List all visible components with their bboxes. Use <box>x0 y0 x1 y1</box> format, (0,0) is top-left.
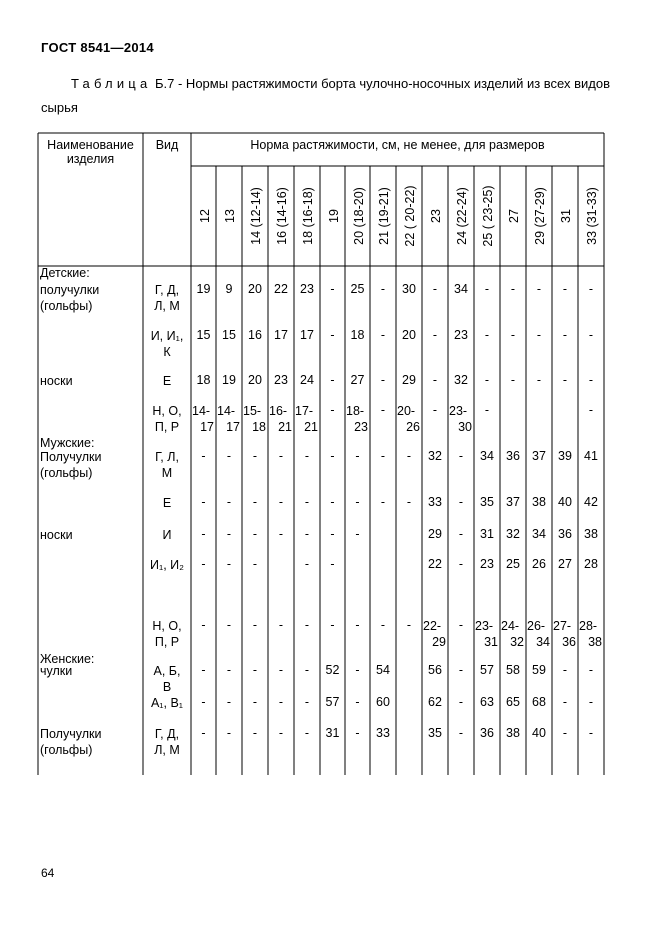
value-cell: - <box>458 663 464 677</box>
size-header-label: 20 (18-20) <box>351 187 366 245</box>
value-cell: - <box>562 282 568 296</box>
value-cell: - <box>330 495 335 509</box>
value-cell: 36 <box>558 527 572 541</box>
value-cell: 28- <box>579 619 598 633</box>
value-cell: 28 <box>584 557 598 571</box>
value-cell: - <box>304 527 310 541</box>
value-cell: - <box>588 373 594 387</box>
value-cell: 18 <box>350 328 365 342</box>
value-cell: - <box>380 495 386 509</box>
value-cell: - <box>458 495 464 509</box>
value-cell: 36 <box>480 726 494 740</box>
value-cell: - <box>510 282 516 296</box>
product-name: Получулки (гольфы) <box>40 727 102 757</box>
value-cell: 63 <box>480 695 494 709</box>
value-cell-cont: 32 <box>510 635 524 649</box>
value-cell: 15- <box>243 404 262 418</box>
value-cell: 22 <box>274 282 288 296</box>
value-cell: - <box>226 618 232 632</box>
value-cell: - <box>252 495 258 509</box>
group-label: Женские: <box>40 652 95 666</box>
value-cell: 32 <box>506 527 520 541</box>
value-cell: 54 <box>376 663 390 677</box>
value-cell: 23 <box>454 328 468 342</box>
value-cell: - <box>201 663 206 677</box>
value-cell: - <box>536 282 542 296</box>
value-cell: - <box>484 403 490 417</box>
value-cell: 23- <box>449 404 468 418</box>
value-cell: 15 <box>196 328 211 342</box>
value-cell: 27- <box>553 619 572 633</box>
value-cell: - <box>201 726 206 740</box>
value-cell: - <box>226 449 232 463</box>
value-cell: - <box>278 449 284 463</box>
value-cell: 14- <box>217 404 236 418</box>
value-cell: 32 <box>428 449 442 463</box>
value-cell: 31 <box>480 527 494 541</box>
value-cell-cont: 17 <box>200 420 214 434</box>
value-cell-cont: 23 <box>354 420 368 434</box>
value-cell: 16 <box>248 328 262 342</box>
value-cell: 16- <box>269 404 288 418</box>
value-cell: 40 <box>532 726 546 740</box>
value-cell: - <box>588 328 594 342</box>
value-cell: 18- <box>346 404 365 418</box>
value-cell: 26 <box>532 557 546 571</box>
value-cell: - <box>330 373 335 387</box>
value-cell: 17 <box>300 328 314 342</box>
page-number: 64 <box>41 866 55 880</box>
size-header-label: 24 (22-24) <box>455 187 469 245</box>
size-header-label: 12 <box>197 209 212 223</box>
value-cell: 25 <box>506 557 520 571</box>
value-cell: - <box>278 618 284 632</box>
value-cell: 42 <box>584 495 598 509</box>
value-cell: - <box>201 557 206 571</box>
value-cell: 37 <box>532 449 546 463</box>
value-cell: - <box>380 403 386 417</box>
value-cell: - <box>588 403 594 417</box>
value-cell: - <box>380 282 386 296</box>
value-cell: - <box>330 527 335 541</box>
value-cell: - <box>355 618 360 632</box>
value-cell: 19 <box>196 282 211 296</box>
value-cell: - <box>355 449 360 463</box>
value-cell: 20 <box>248 282 262 296</box>
value-cell: 23 <box>300 282 314 296</box>
value-cell: 15 <box>222 328 236 342</box>
value-cell-cont: 21 <box>278 420 292 434</box>
size-header-label: 31 <box>559 209 573 223</box>
value-cell-cont: 17 <box>226 420 240 434</box>
value-cell: 23- <box>475 619 494 633</box>
value-cell: - <box>510 373 516 387</box>
value-cell-cont: 18 <box>252 420 266 434</box>
value-cell: - <box>458 618 464 632</box>
value-cell: 38 <box>584 527 598 541</box>
value-cell: 38 <box>506 726 520 740</box>
value-cell: - <box>406 495 412 509</box>
size-header-label: 16 (14-16) <box>275 187 289 245</box>
value-cell-cont: 29 <box>432 635 446 649</box>
value-cell: - <box>458 726 464 740</box>
value-cell: - <box>355 527 360 541</box>
value-cell: 29 <box>428 527 442 541</box>
value-cell: - <box>588 695 594 709</box>
value-cell: - <box>278 726 284 740</box>
type-cell: А₁, В₁ <box>150 696 184 710</box>
value-cell: 31 <box>325 726 340 740</box>
value-cell: - <box>278 527 284 541</box>
type-cell: Н, О, П, Р <box>152 619 182 649</box>
value-cell-cont: 21 <box>304 420 318 434</box>
size-header-label: 29 (27-29) <box>533 187 547 245</box>
type-cell: Г, Д, Л, М <box>154 727 180 757</box>
type-cell: И <box>162 528 172 542</box>
value-cell: - <box>432 282 438 296</box>
value-cell-cont: 36 <box>562 635 576 649</box>
value-cell: - <box>406 449 412 463</box>
value-cell: 40 <box>558 495 572 509</box>
value-cell: - <box>201 527 206 541</box>
value-cell: 68 <box>532 695 546 709</box>
value-cell: - <box>432 328 438 342</box>
value-cell: - <box>536 373 542 387</box>
value-cell: - <box>562 373 568 387</box>
value-cell: 30 <box>402 282 416 296</box>
size-header-label: 33 (31-33) <box>585 187 599 245</box>
value-cell: - <box>252 663 258 677</box>
value-cell: 37 <box>506 495 520 509</box>
value-cell: - <box>330 282 335 296</box>
value-cell: - <box>201 449 206 463</box>
value-cell: - <box>380 328 386 342</box>
value-cell: - <box>562 695 568 709</box>
value-cell: 24 <box>300 373 314 387</box>
type-cell: Е <box>162 496 172 510</box>
type-cell: Н, О, П, Р <box>152 404 182 434</box>
value-cell: 59 <box>532 663 546 677</box>
value-cell: 17- <box>295 404 314 418</box>
value-cell: - <box>380 449 386 463</box>
value-cell: - <box>278 695 284 709</box>
value-cell: - <box>304 557 310 571</box>
value-cell: - <box>588 282 594 296</box>
value-cell: 24- <box>501 619 520 633</box>
value-cell: 26- <box>527 619 546 633</box>
size-header-label: 18 (16-18) <box>301 187 315 245</box>
type-cell: Г, Д, Л, М <box>154 283 180 313</box>
value-cell: - <box>355 663 360 677</box>
value-cell: - <box>304 449 310 463</box>
value-cell: - <box>330 328 335 342</box>
value-cell: 23 <box>274 373 288 387</box>
value-cell: 57 <box>480 663 494 677</box>
value-cell: - <box>484 373 490 387</box>
value-cell: 20- <box>397 404 416 418</box>
value-cell-cont: 30 <box>458 420 472 434</box>
product-name: Получулки (гольфы) <box>40 450 102 480</box>
value-cell: - <box>380 618 386 632</box>
value-cell: - <box>304 618 310 632</box>
value-cell-cont: 38 <box>588 635 602 649</box>
value-cell: - <box>355 495 360 509</box>
value-cell: 34 <box>480 449 494 463</box>
value-cell: - <box>484 328 490 342</box>
value-cell: - <box>226 527 232 541</box>
value-cell: - <box>458 527 464 541</box>
type-cell: И, И₁, К <box>150 329 184 359</box>
value-cell: 18 <box>196 373 211 387</box>
value-cell: - <box>562 663 568 677</box>
value-cell: 20 <box>402 328 416 342</box>
caption-text: Б.7 - Нормы растяжимости борта чулочно-носочных изделий из всех видов сырья <box>41 76 611 115</box>
type-cell: Г, Л, М <box>155 450 179 480</box>
value-cell: - <box>588 663 594 677</box>
value-cell: - <box>252 618 258 632</box>
header-name: Наименование изделия <box>47 138 134 166</box>
value-cell: 33 <box>428 495 442 509</box>
value-cell: 65 <box>506 695 520 709</box>
value-cell: 14- <box>192 404 211 418</box>
value-cell: 35 <box>480 495 494 509</box>
value-cell: - <box>304 495 310 509</box>
value-cell: 29 <box>402 373 416 387</box>
value-cell: 34 <box>532 527 546 541</box>
value-cell: 32 <box>454 373 468 387</box>
value-cell: - <box>278 663 284 677</box>
value-cell: - <box>304 663 310 677</box>
value-cell: 33 <box>376 726 390 740</box>
value-cell: 17 <box>274 328 288 342</box>
value-cell: - <box>226 557 232 571</box>
size-header-label: 27 <box>507 209 521 223</box>
value-cell: - <box>406 618 412 632</box>
value-cell: - <box>355 726 360 740</box>
value-cell: - <box>201 495 206 509</box>
value-cell: - <box>226 695 232 709</box>
type-cell: А, Б, В <box>153 664 181 694</box>
size-header-label: 21 (19-21) <box>377 187 391 245</box>
value-cell: - <box>304 695 310 709</box>
value-cell: - <box>484 282 490 296</box>
value-cell: 58 <box>506 663 520 677</box>
value-cell: 20 <box>248 373 262 387</box>
value-cell: 41 <box>584 449 598 463</box>
value-cell: - <box>432 373 438 387</box>
value-cell: 60 <box>376 695 390 709</box>
value-cell: - <box>380 373 386 387</box>
value-cell: - <box>330 618 335 632</box>
value-cell: - <box>562 726 568 740</box>
value-cell: 56 <box>428 663 442 677</box>
value-cell: - <box>458 557 464 571</box>
product-name: носки <box>40 528 73 542</box>
group-label: Детские: <box>40 266 90 280</box>
value-cell: 19 <box>222 373 236 387</box>
value-cell: 52 <box>325 663 340 677</box>
size-header-label: 19 <box>326 209 341 223</box>
product-name: получулки (гольфы) <box>40 283 100 313</box>
value-cell: 23 <box>480 557 494 571</box>
size-header-label: 22 ( 20-22) <box>403 185 417 247</box>
value-cell: - <box>201 695 206 709</box>
value-cell: - <box>330 403 335 417</box>
value-cell: - <box>330 557 335 571</box>
product-name: носки <box>40 374 73 388</box>
product-name: чулки <box>40 664 73 678</box>
value-cell: 22- <box>423 619 442 633</box>
size-header-label: 14 (12-14) <box>249 187 263 245</box>
type-cell: Е <box>162 374 172 388</box>
value-cell: 36 <box>506 449 520 463</box>
value-cell: - <box>355 695 360 709</box>
value-cell: 25 <box>350 282 365 296</box>
header-type: Вид <box>155 138 179 152</box>
value-cell-cont: 34 <box>536 635 550 649</box>
size-header-label: 23 <box>429 209 443 223</box>
value-cell: - <box>278 495 284 509</box>
value-cell: - <box>252 726 258 740</box>
value-cell: 27 <box>350 373 365 387</box>
value-cell: - <box>510 328 516 342</box>
value-cell: - <box>562 328 568 342</box>
value-cell: - <box>252 449 258 463</box>
size-header-label: 13 <box>223 209 237 223</box>
value-cell: - <box>252 527 258 541</box>
document-code: ГОСТ 8541—2014 <box>41 40 154 55</box>
value-cell: - <box>201 618 206 632</box>
value-cell: - <box>226 663 232 677</box>
value-cell: 9 <box>225 282 233 296</box>
group-label: Мужские: <box>40 436 95 450</box>
value-cell-cont: 26 <box>406 420 420 434</box>
value-cell: - <box>588 726 594 740</box>
value-cell: - <box>458 449 464 463</box>
value-cell: - <box>330 449 335 463</box>
value-cell: 62 <box>428 695 442 709</box>
value-cell: - <box>432 403 438 417</box>
type-cell: И₁, И₂ <box>150 558 184 572</box>
value-cell: - <box>252 695 258 709</box>
value-cell: 39 <box>558 449 572 463</box>
value-cell: 34 <box>454 282 468 296</box>
caption-table-word: Таблица <box>71 76 152 91</box>
value-cell: - <box>536 328 542 342</box>
value-cell-cont: 31 <box>484 635 498 649</box>
value-cell: 22 <box>428 557 442 571</box>
value-cell: - <box>226 726 232 740</box>
value-cell: - <box>226 495 232 509</box>
value-cell: - <box>304 726 310 740</box>
size-header-label: 25 ( 23-25) <box>481 185 495 247</box>
value-cell: - <box>458 695 464 709</box>
value-cell: 35 <box>428 726 442 740</box>
value-cell: 57 <box>325 695 340 709</box>
value-cell: 38 <box>532 495 546 509</box>
value-cell: 27 <box>558 557 572 571</box>
header-norm: Норма растяжимости, см, не менее, для размеров <box>250 138 545 152</box>
value-cell: - <box>252 557 258 571</box>
